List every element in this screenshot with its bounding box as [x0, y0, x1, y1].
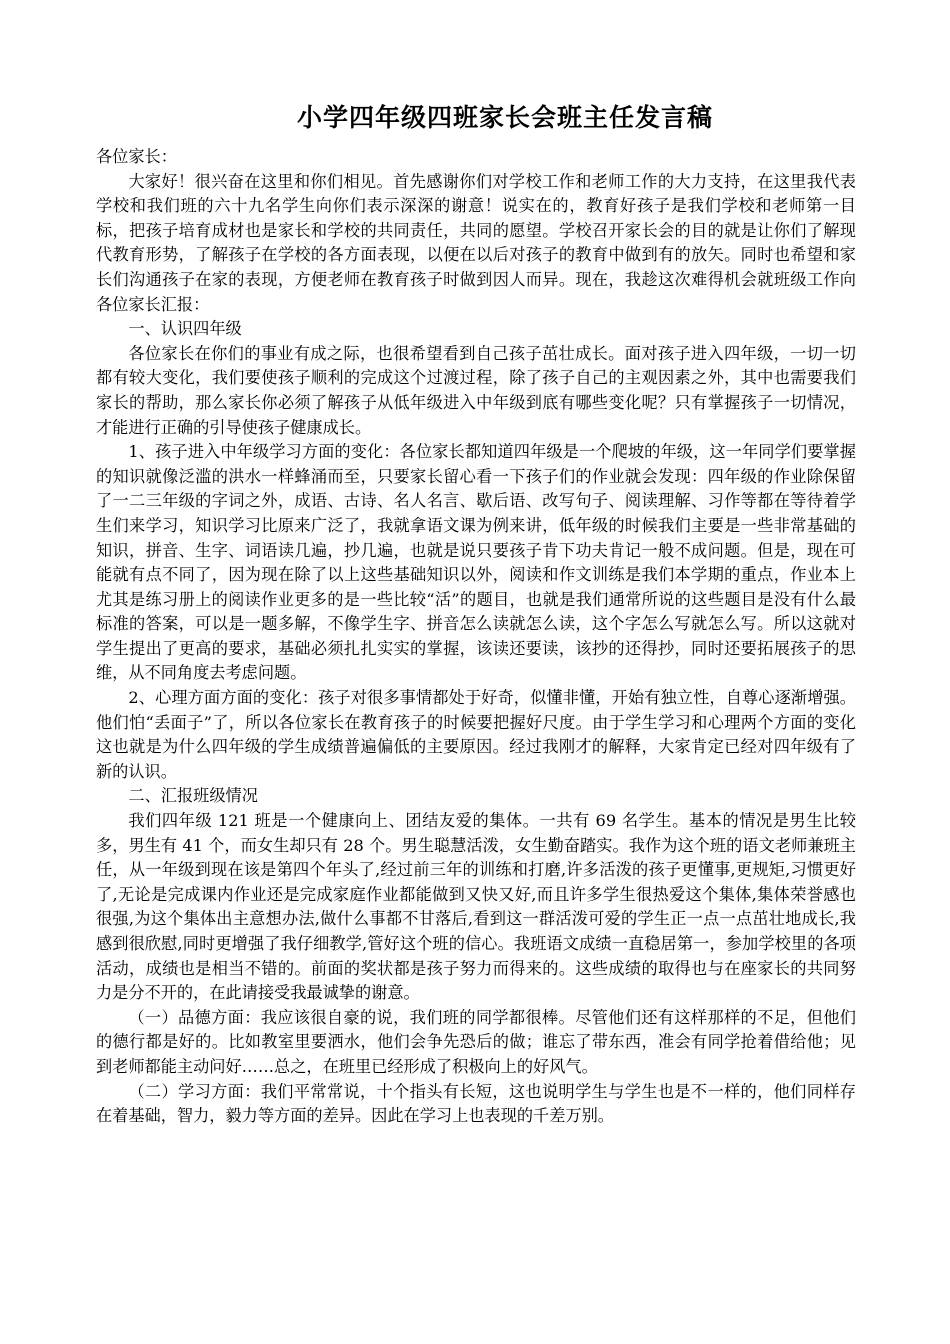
- paragraph-section-1: 各位家长在你们的事业有成之际，也很希望看到自己孩子茁壮成长。面对孩子进入四年级，一切一切都有较大变化，我们要使孩子顺利的完成这个过渡过程，除了孩子自己的主观因素之外，其中也需要我们家长的帮助，那么家长你必须了解孩子从低年级进入中年级到底有哪些变化呢？只有掌握孩子一切情况，才能进行正确的引导使孩子健康成长。: [96, 343, 856, 437]
- greeting: 各位家长：: [96, 147, 177, 166]
- section-heading-1: 一、认识四年级: [128, 319, 242, 339]
- paragraph-class-report: 我们四年级 121 班是一个健康向上、团结友爱的集体。一共有 69 名学生。基本的情况是男生比较多，男生有 41 个，而女生却只有 28 个。男生聪慧活泼，女生勤奋踏实。我作为这个班的语文老师兼班主任，从一年级到现在该是第四个年头了,经过前三年的训练和打磨,许多活泼的孩子更懂事,更规矩,习惯更好了,无论是完成课内作业还是完成家庭作业都能做到又快又好,而且许多学生很热爱这个集体,集体荣誉感也很强,为这个集体出主意想办法,做什么事都不甘落后,看到这一群活泼可爱的学生正一点一点茁壮地成长,我感到很欣慰,同时更增强了我仔细教学,管好这个班的信心。我班语文成绩一直稳居第一，参加学校里的各项活动，成绩也是相当不错的。前面的奖状都是孩子努力而得来的。这些成绩的取得也与在座家长的共同努力是分不开的，在此请接受我最诚挚的谢意。: [96, 811, 856, 1003]
- paragraph-intro: 大家好！很兴奋在这里和你们相见。首先感谢你们对学校工作和老师工作的大力支持，在这里我代表学校和我们班的六十九名学生向你们表示深深的谢意！说实在的，教育好孩子是我们学校和老师第一目标，把孩子培育成材也是家长和学校的共同责任，共同的愿望。学校召开家长会的目的就是让你们了解现代教育形势，了解孩子在学校的各方面表现，以便在以后对孩子的教育中做到有的放矢。同时也希望和家长们沟通孩子在家的表现，方便老师在教育孩子时做到因人而异。现在，我趁这次难得机会就班级工作向各位家长汇报：: [96, 171, 856, 314]
- document-body: [96, 145, 856, 1129]
- paragraph-study-changes: 1、孩子进入中年级学习方面的变化：各位家长都知道四年级是一个爬坡的年级，这一年同学们要掌握的知识就像泛滥的洪水一样蜂涌而至，只要家长留心看一下孩子们的作业就会发现：四年级的作业除保留了一二三年级的字词之外，成语、古诗、名人名言、歇后语、改写句子、阅读理解、习作等都在等待着学生们来学习，知识学习比原来广泛了，我就拿语文课为例来讲，低年级的时候我们主要是一些非常基础的知识，拼音、生字、词语读几遍，抄几遍，也就是说只要孩子肯下功夫肯记一般不成问题。但是，现在可能就有点不同了，因为现在除了以上这些基础知识以外，阅读和作文训练是我们本学期的重点，作业本上尤其是练习册上的阅读作业更多的是一些比较“活”的题目，也就是我们通常所说的这些题目是没有什么最标准的答案，可以是一题多解，不像学生字、拼音怎么读就怎么读，这个字怎么写就怎么写。所以这就对学生提出了更高的要求，基础必须扎扎实实的掌握，该读还要读，该抄的还得抄，同时还要拓展孩子的思维，从不同角度去考虑问题。: [96, 442, 856, 683]
- paragraph-morality: （一）品德方面：我应该很自豪的说，我们班的同学都很棒。尽管他们还有这样那样的不足，但他们的德行都是好的。比如教室里要洒水，他们会争先恐后的做；谁忘了带东西，准会有同学抢着借给他；见到老师都能主动问好……总之，在班里已经形成了积极向上的好风气。: [96, 1007, 856, 1076]
- paragraph-study: （二）学习方面：我们平常常说，十个指头有长短，这也说明学生与学生也是不一样的，他们同样存在着基础，智力，毅力等方面的差异。因此在学习上也表现的千差万别。: [96, 1081, 856, 1126]
- paragraph-psychology-changes: 2、心理方面方面的变化：孩子对很多事情都处于好奇，似懂非懂，开始有独立性，自尊心逐渐增强。他们怕“丢面子”了，所以各位家长在教育孩子的时候要把握好尺度。由于学生学习和心理两个方面的变化这也就是为什么四年级的学生成绩普遍偏低的主要原因。经过我刚才的解释，大家肯定已经对四年级有了新的认识。: [96, 688, 856, 781]
- document-title: 小学四年级四班家长会班主任发言稿: [296, 103, 713, 132]
- section-heading-2: 二、汇报班级情况: [128, 786, 258, 806]
